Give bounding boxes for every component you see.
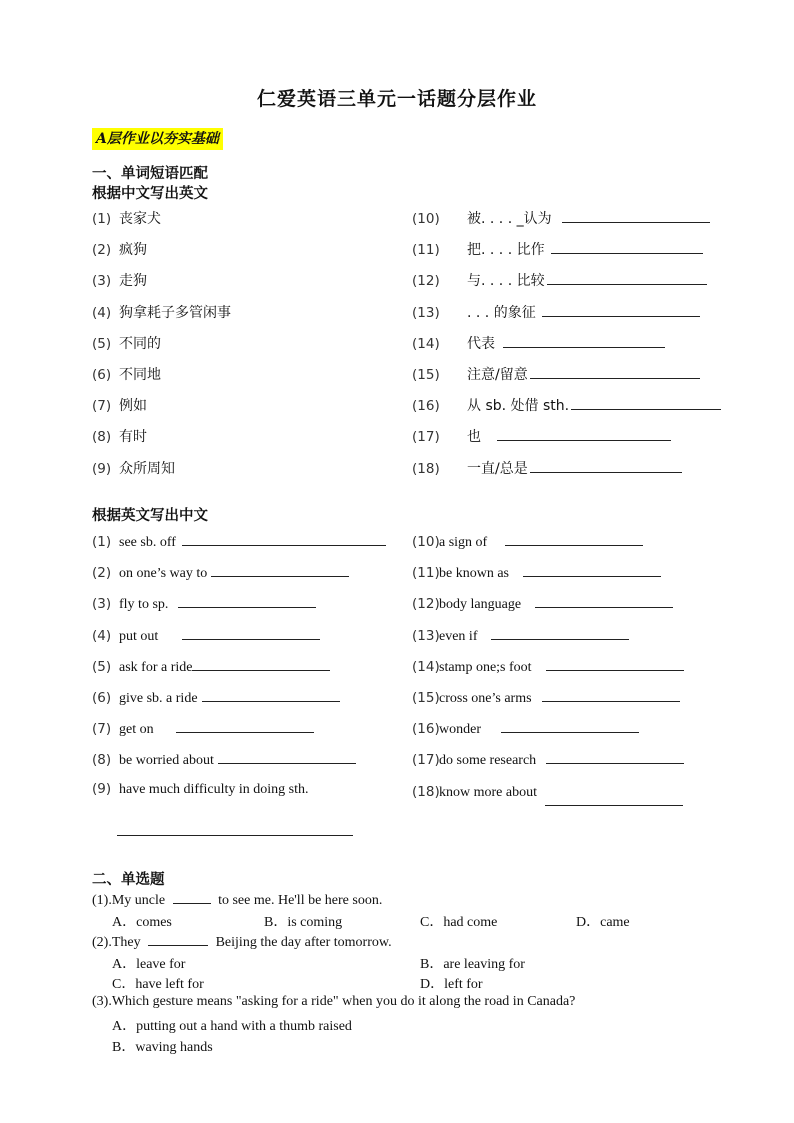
en-item-left — [92, 781, 309, 798]
section2-heading: 二、单选题 — [92, 872, 165, 888]
answer-blank[interactable] — [491, 625, 629, 640]
page-title: 仁爱英语三单元一话题分层作业 — [256, 88, 537, 110]
answer-blank[interactable] — [218, 749, 356, 764]
answer-blank[interactable] — [503, 333, 665, 348]
q2-option-c[interactable]: C．have left for — [112, 977, 204, 992]
cn-item-right — [412, 239, 703, 259]
answer-blank[interactable] — [211, 562, 349, 577]
item-number: (10) — [412, 534, 440, 550]
en-item-right — [412, 562, 661, 582]
en-item-right — [412, 781, 683, 801]
item-text: 一直/总是 — [467, 460, 528, 477]
question-1 — [92, 890, 382, 909]
item-text: put out — [119, 628, 159, 644]
q1-blank[interactable] — [173, 890, 211, 904]
answer-blank[interactable] — [547, 270, 707, 285]
answer-blank[interactable] — [542, 687, 680, 702]
cn-item-left — [92, 426, 147, 446]
item-number: (13) — [412, 304, 440, 321]
item-text: cross one’s arms — [439, 691, 532, 706]
item-number: (1) — [92, 534, 112, 550]
item-number: (7) — [92, 721, 112, 738]
answer-blank[interactable] — [542, 302, 700, 317]
answer-blank[interactable] — [501, 718, 639, 733]
answer-blank[interactable] — [545, 791, 683, 806]
section1-sub1: 根据中文写出英文 — [92, 186, 208, 202]
item-text: body language — [439, 597, 522, 613]
answer-blank[interactable] — [546, 749, 684, 764]
item-number: (5) — [92, 658, 112, 675]
cn-item-right — [412, 208, 710, 228]
en-item-left — [92, 687, 340, 707]
item-text: 不同的 — [119, 335, 161, 352]
item-text: even if — [439, 628, 478, 644]
item-text: wonder — [439, 722, 481, 738]
item-number: (18) — [412, 460, 440, 477]
en-item-right — [412, 531, 643, 551]
item-number: (14) — [412, 658, 440, 675]
q1-option-d[interactable]: D．came — [576, 915, 630, 930]
question-3: (3).Which gesture means "asking for a ride" when you do it along the road in Canada? — [92, 994, 576, 1009]
item-number: (2) — [92, 242, 112, 259]
item-number: (17) — [412, 429, 440, 446]
answer-blank[interactable] — [535, 593, 673, 608]
cn-item-right — [412, 426, 671, 446]
item-text: 注意/留意 — [467, 367, 528, 383]
q2-option-d[interactable]: D．left for — [420, 977, 483, 992]
item-number: (1) — [92, 211, 112, 227]
item-number: (6) — [92, 690, 112, 706]
item-text: fly to sp. — [119, 597, 169, 613]
answer-blank[interactable] — [192, 656, 330, 671]
item-text: 也 — [467, 429, 481, 446]
en-item-left — [92, 718, 314, 738]
level-tag: A层作业以夯实基础 — [92, 128, 223, 150]
item-number: (3) — [92, 273, 112, 290]
answer-blank[interactable] — [176, 718, 314, 733]
q1-option-a[interactable]: A．comes — [112, 915, 172, 930]
item-text: give sb. a ride — [119, 691, 198, 706]
item-text: have much difficulty in doing sth. — [119, 781, 309, 797]
q2-blank[interactable] — [148, 932, 208, 946]
en-item-left — [92, 562, 349, 582]
item-number: (16) — [412, 398, 440, 415]
cn-item-right — [412, 333, 665, 353]
q2-stem-post: Beijing the day after tomorrow. — [215, 935, 392, 950]
item-number: (6) — [92, 367, 112, 383]
cn-item-left — [92, 208, 161, 228]
answer-blank[interactable] — [182, 625, 320, 640]
en-item-left — [92, 656, 330, 676]
item-text: on one’s way to — [119, 566, 208, 582]
en-item-left — [92, 593, 316, 613]
item-text: know more about — [439, 784, 537, 800]
en-item-left — [92, 625, 320, 645]
en-item-left — [92, 531, 386, 551]
item-number: (9) — [92, 780, 112, 797]
item-number: (15) — [412, 367, 440, 383]
item-number: (11) — [412, 565, 440, 582]
item-text: 众所周知 — [119, 460, 175, 477]
item-number: (5) — [92, 335, 112, 352]
answer-blank[interactable] — [562, 208, 710, 223]
item-number: (11) — [412, 242, 440, 259]
answer-blank[interactable] — [182, 531, 386, 546]
cn-item-left — [92, 364, 161, 384]
cn-item-left — [92, 239, 147, 259]
question-2 — [92, 932, 392, 951]
cn-item-left — [92, 395, 147, 415]
answer-blank[interactable] — [571, 395, 721, 410]
item-text: stamp one;s foot — [439, 659, 532, 675]
item-text: 有时 — [119, 429, 147, 446]
answer-blank[interactable] — [546, 656, 684, 671]
en-item-right — [412, 656, 684, 676]
item-text: do some research — [439, 753, 537, 769]
answer-blank-9-continued[interactable] — [117, 822, 353, 836]
item-number: (8) — [92, 752, 112, 769]
cn-item-left — [92, 270, 147, 290]
en-item-right — [412, 687, 680, 707]
cn-item-left — [92, 458, 175, 478]
q2-stem-pre: (2).They — [92, 935, 141, 950]
item-number: (14) — [412, 335, 440, 352]
item-number: (9) — [92, 460, 112, 477]
item-text: 不同地 — [119, 367, 161, 383]
item-number: (8) — [92, 429, 112, 446]
en-item-right — [412, 593, 673, 613]
item-text: 走狗 — [119, 273, 147, 290]
cn-item-right — [412, 364, 700, 384]
en-item-right — [412, 718, 639, 738]
item-number: (13) — [412, 627, 440, 644]
q3-option-a[interactable]: A．putting out a hand with a thumb raised — [112, 1019, 352, 1034]
item-text: 疯狗 — [119, 242, 147, 259]
item-text: 狗拿耗子多管闲事 — [119, 304, 231, 321]
cn-item-left — [92, 333, 161, 353]
item-number: (12) — [412, 273, 440, 290]
item-text: be known as — [439, 566, 509, 582]
item-number: (4) — [92, 627, 112, 644]
item-text: 丧家犬 — [119, 211, 161, 227]
item-text: 从 sb. 处借 sth. — [467, 398, 570, 415]
item-text: . . . 的象征 — [467, 304, 536, 321]
item-number: (3) — [92, 596, 112, 613]
item-text: be worried about — [119, 753, 214, 769]
item-text: 例如 — [119, 398, 147, 415]
answer-blank[interactable] — [523, 562, 661, 577]
section1-heading: 一、单词短语匹配 — [92, 166, 208, 182]
item-text: 把. . . . 比作 — [467, 242, 545, 259]
cn-item-right — [412, 458, 682, 478]
item-text: ask for a ride — [119, 659, 193, 675]
q1-option-b[interactable]: B．is coming — [264, 915, 343, 930]
item-text: 被. . . . _认为 — [467, 211, 552, 227]
en-item-left — [92, 749, 356, 769]
item-number: (10) — [412, 211, 440, 227]
q2-option-a[interactable]: A．leave for — [112, 957, 186, 972]
q1-stem-pre: (1).My uncle — [92, 893, 166, 908]
cn-item-right — [412, 302, 700, 322]
item-number: (18) — [412, 783, 440, 800]
item-number: (7) — [92, 398, 112, 415]
section1-sub2: 根据英文写出中文 — [92, 508, 208, 524]
item-text: see sb. off — [119, 535, 176, 550]
item-text: a sign of — [439, 535, 488, 550]
answer-blank[interactable] — [497, 426, 671, 441]
item-text: 代表 — [467, 335, 495, 352]
cn-item-right — [412, 395, 721, 415]
q2-option-b[interactable]: B．are leaving for — [420, 957, 525, 972]
item-number: (12) — [412, 596, 440, 613]
item-number: (16) — [412, 721, 440, 738]
answer-blank[interactable] — [178, 593, 316, 608]
cn-item-left — [92, 302, 231, 322]
item-number: (2) — [92, 565, 112, 582]
item-number: (15) — [412, 690, 440, 706]
item-number: (17) — [412, 752, 440, 769]
q1-option-c[interactable]: C．had come — [420, 915, 498, 930]
item-text: 与. . . . 比较 — [467, 273, 545, 290]
item-text: get on — [119, 722, 154, 738]
answer-blank[interactable] — [551, 239, 703, 254]
answer-blank[interactable] — [505, 531, 643, 546]
q1-stem-post: to see me. He'll be here soon. — [218, 893, 383, 908]
cn-item-right — [412, 270, 707, 290]
answer-blank[interactable] — [202, 687, 340, 702]
en-item-right — [412, 749, 684, 769]
en-item-right — [412, 625, 629, 645]
answer-blank[interactable] — [530, 458, 682, 473]
q3-option-b[interactable]: B．waving hands — [112, 1040, 213, 1055]
answer-blank[interactable] — [530, 364, 700, 379]
item-number: (4) — [92, 304, 112, 321]
